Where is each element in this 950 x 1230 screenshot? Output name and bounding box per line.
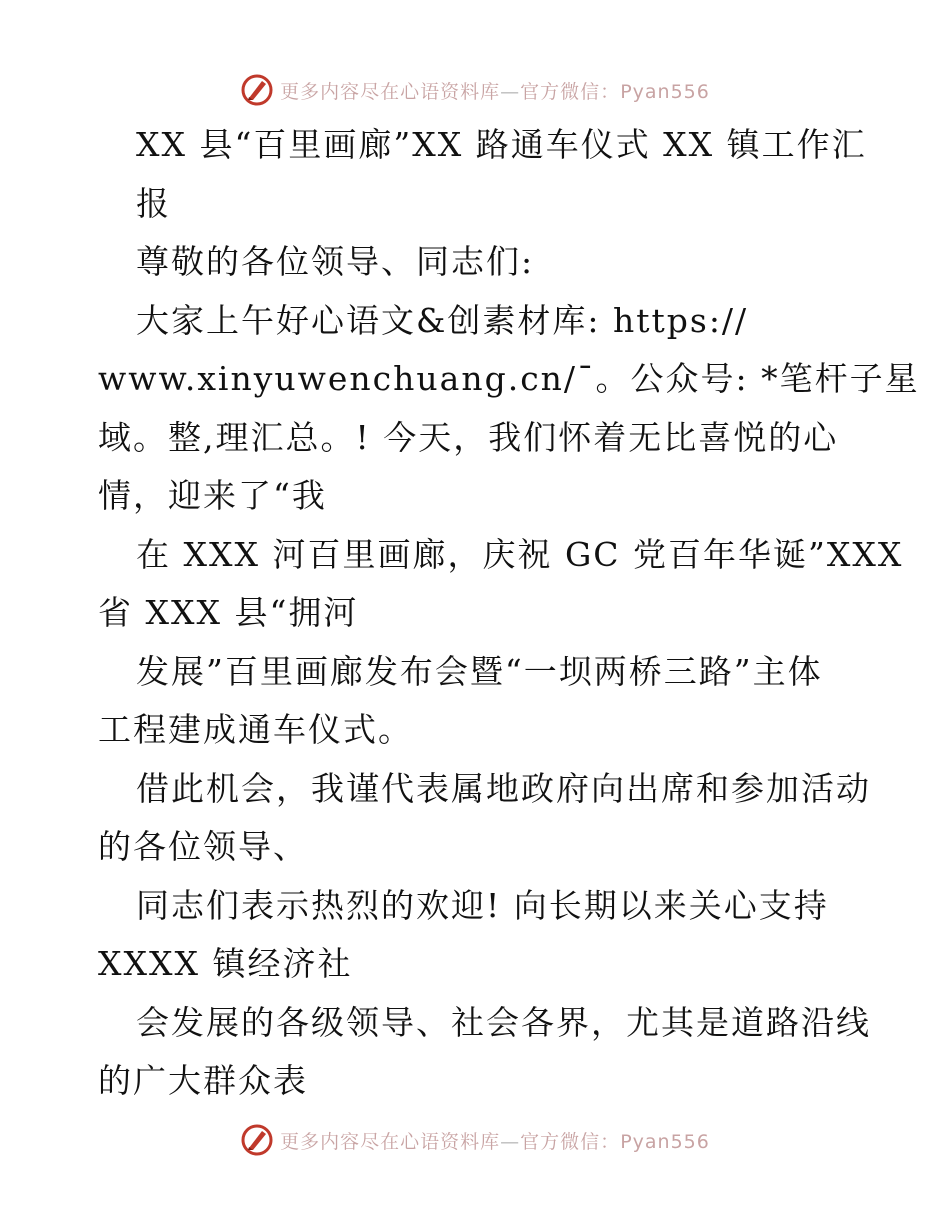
text-line: 大家上午好心语文&创素材库: https:// bbox=[136, 300, 749, 340]
quill-logo-icon bbox=[240, 1123, 274, 1157]
text-line: 工程建成通车仪式。 bbox=[98, 710, 413, 749]
text-line: 借此机会，我谨代表属地政府向出席和参加活动 bbox=[136, 768, 871, 808]
text-line: 同志们表示热烈的欢迎! 向长期以来关心支持 bbox=[136, 885, 829, 925]
watermark-text: 更多内容尽在心语资料库—官方微信：Pyan556 bbox=[280, 1130, 710, 1153]
text-line: www.xinyuwenchuang.cn/¯。公众号: *笔杆子星 bbox=[98, 359, 920, 398]
text-line: 发展”百里画廊发布会暨“一坝两桥三路”主体 bbox=[136, 651, 823, 691]
watermark-text: 更多内容尽在心语资料库—官方微信：Pyan556 bbox=[280, 80, 710, 103]
text-line: 会发展的各级领导、社会各界，尤其是道路沿线 bbox=[136, 1002, 871, 1042]
text-line: 在 XXX 河百里画廊，庆祝 GC 党百年华诞”XXX bbox=[136, 534, 904, 574]
document-body bbox=[98, 116, 920, 1111]
text-line: 省 XXX 县“拥河 bbox=[98, 593, 359, 632]
text-line: 的各位领导、 bbox=[98, 827, 308, 866]
header-watermark bbox=[0, 70, 950, 110]
text-line: 报 bbox=[136, 183, 171, 223]
quill-logo-icon bbox=[240, 73, 274, 107]
text-line: 情，迎来了“我 bbox=[98, 476, 327, 515]
text-line: 域。整,理汇总。! 今天，我们怀着无比喜悦的心 bbox=[98, 417, 839, 457]
text-line: XX 县“百里画廊”XX 路通车仪式 XX 镇工作汇 bbox=[136, 125, 867, 164]
footer-watermark bbox=[0, 1120, 950, 1160]
text-line: 尊敬的各位领导、同志们: bbox=[136, 242, 535, 281]
text-line: 的广大群众表 bbox=[98, 1061, 308, 1100]
text-line: XXXX 镇经济社 bbox=[98, 944, 353, 983]
